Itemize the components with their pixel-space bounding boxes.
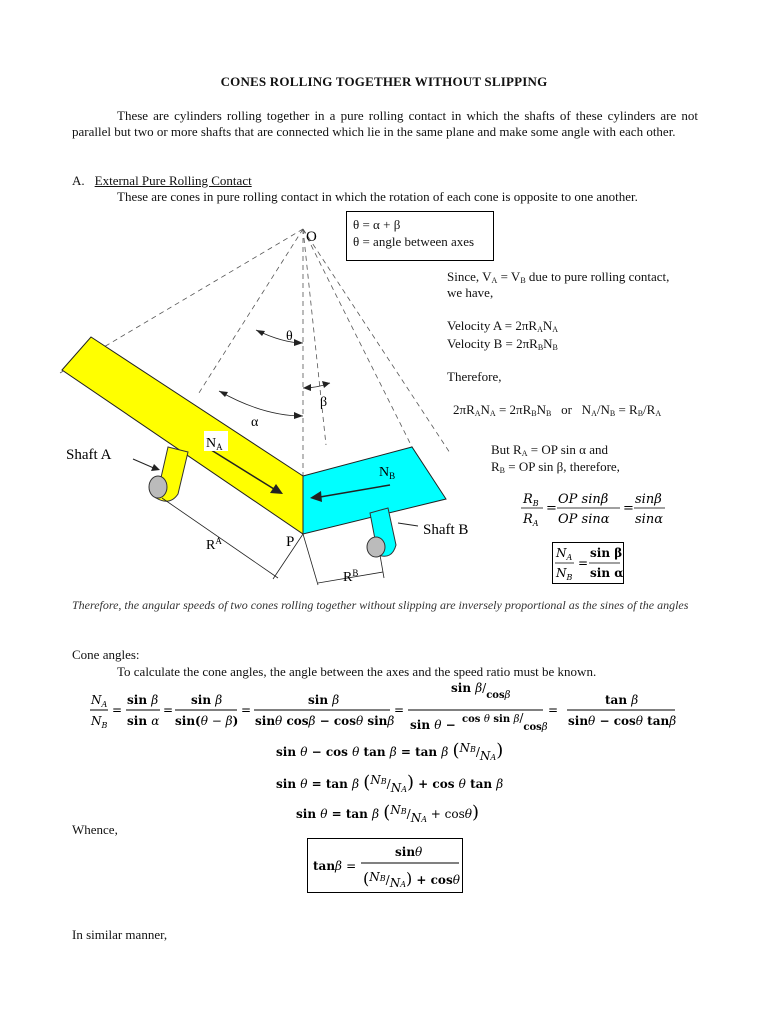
intro-paragraph: These are cylinders rolling together in a pure rolling contact in which the shafts of these cylinders are not parallel but two or more shafts that are connected which lie in the same plane and make some angle with each other. [72, 108, 698, 139]
section-title: External Pure Rolling Contact [94, 173, 252, 188]
svg-text:sin θ = tan β (NB/NA + cosθ): sin θ = tan β (NB/NA + cosθ) [296, 802, 480, 825]
whence-label: Whence, [72, 822, 118, 837]
svg-text:NB: $N_B$ [91, 714, 108, 730]
label-rb: $R^B$ [343, 568, 359, 585]
label-nb: $N_B$ [379, 465, 396, 481]
cone-diagram [0, 205, 768, 595]
theta-box-line-2: θ = angle between axes [353, 234, 475, 249]
svg-text:=: = [112, 703, 123, 717]
svg-text:sinα: sinα [635, 512, 663, 527]
since-line: Since, $V_A = V_B$ due to pure rolling contact, [447, 269, 670, 285]
svg-text:=: = [394, 703, 405, 717]
svg-text:=: = [548, 703, 559, 717]
label-o: O [306, 229, 317, 245]
ratio-line: $2\pi R_AN_A = 2\pi R_BN_B$ or $N_A/N_B = R_B/R_A$ [453, 402, 662, 418]
page-title: CONES ROLLING TOGETHER WITHOUT SLIPPING [220, 74, 548, 89]
svg-text:RB: $R_B$ [523, 492, 539, 508]
boxed-speed-ratio [552, 542, 624, 584]
svg-text:=: = [578, 556, 589, 570]
svg-text:sin θ − cos θ tan β = tan β (N: sin θ − cos θ tan β = tan β (NB/NA) [276, 740, 504, 763]
section-a-heading [72, 173, 252, 189]
ratio-fraction [515, 487, 665, 529]
svg-text:OP sinβ: OP sinβ [558, 492, 609, 507]
shaft-a [149, 447, 188, 501]
cone-angles-description: To calculate the cone angles, the angle between the axes and the speed ratio must be known. [117, 664, 597, 679]
label-shaft-a: Shaft A [66, 447, 112, 463]
label-shaft-b: Shaft B [423, 522, 469, 538]
but-line-2: $R_B$ = OP sin β, therefore, [491, 459, 620, 475]
svg-text:NB: $N_B$ [556, 566, 573, 582]
svg-text:=: = [241, 703, 252, 717]
theta-box-line-1: θ = α + β [353, 217, 401, 232]
svg-text:sinθ cosβ − cosθ sinβ: sinθ cosβ − cosθ sinβ [255, 714, 395, 728]
svg-text:sin β: sin β [590, 546, 623, 560]
velocity-b: Velocity $B = 2\pi R_BN_B$ [447, 336, 558, 352]
similar-manner-label: In similar manner, [72, 927, 168, 942]
svg-text:NA: $N_A$ [91, 693, 108, 709]
label-na: $N_A$ [206, 436, 223, 452]
theta-box [346, 211, 494, 261]
equation-steps [270, 738, 510, 828]
label-beta: β [320, 395, 328, 410]
svg-text:tanβ =: tanβ = [313, 859, 357, 873]
svg-text:sinθ − cosθ tanβ: sinθ − cosθ tanβ [568, 714, 677, 728]
conclusion-text: Therefore, the angular speeds of two cones rolling together without slipping are inversely proportional as the sines of the angles [72, 598, 689, 612]
svg-text:sinθ: sinθ [395, 845, 423, 859]
we-have: we have, [447, 285, 494, 300]
svg-text:tan β: tan β [605, 693, 639, 707]
label-ra: $R^A$ [206, 536, 222, 553]
svg-text:RA: $R_A$ [523, 512, 539, 528]
svg-text:sin β: sin β [127, 693, 159, 707]
svg-text:sin β/cosβ: $\sin \beta/_{cos}\beta$ [451, 681, 511, 701]
svg-text:sinβ: sinβ [635, 492, 662, 507]
svg-text:sin θ −: sin θ − [410, 718, 456, 732]
equation-chain [60, 678, 700, 742]
svg-text:cos θ sin β/cosβ: cos θ sin β/cosβ [462, 711, 548, 733]
svg-text:OP sinα: OP sinα [558, 512, 610, 527]
svg-text:NA: $N_A$ [556, 546, 573, 562]
section-a-description: These are cones in pure rolling contact in which the rotation of each cone is opposite to one another. [117, 189, 638, 204]
tan-beta-result-box [307, 838, 465, 894]
svg-text:sin α: sin α [590, 566, 624, 580]
label-theta: θ [286, 329, 293, 344]
svg-text:sin α: sin α [127, 714, 160, 728]
svg-text:=: = [546, 501, 557, 516]
therefore: Therefore, [447, 369, 502, 384]
shaft-b [367, 508, 396, 557]
svg-text:sin β: sin β [308, 693, 340, 707]
svg-text:sin(θ − β): sin(θ − β) [175, 714, 239, 728]
label-p: P [286, 534, 295, 550]
velocity-a: Velocity $A = 2\pi R_AN_A$ [447, 318, 559, 334]
label-alpha: α [251, 415, 259, 430]
section-letter: A. [72, 173, 85, 188]
cone-angles-heading: Cone angles: [72, 647, 140, 662]
but-line-1: But $R_A$ = OP sin α and [491, 442, 608, 458]
svg-text:sin β: sin β [191, 693, 223, 707]
svg-text:sin θ = tan β (NB/NA) + cos θ: sin θ = tan β (NB/NA) + cos θ tan β [276, 772, 504, 795]
svg-text:=: = [163, 703, 174, 717]
svg-text:=: = [623, 501, 634, 516]
svg-text:(NB/NA) + cosθ: (NB/NA) + cosθ [363, 869, 460, 890]
